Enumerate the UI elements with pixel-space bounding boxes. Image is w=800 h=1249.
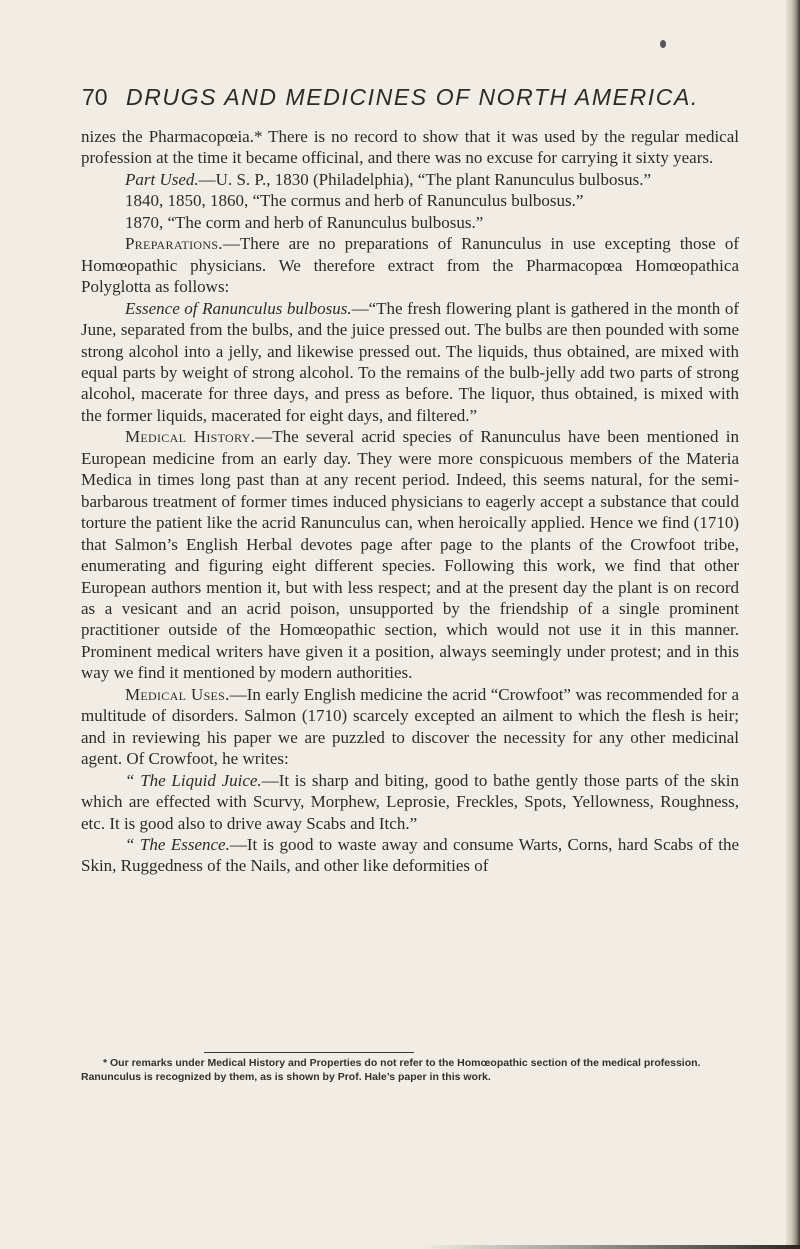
ink-speck (660, 40, 666, 48)
section-heading: “ The Essence. (125, 834, 230, 854)
section-heading: Medical Uses. (125, 684, 230, 704)
section-heading: Part Used. (125, 169, 199, 189)
section-heading: Medical History. (125, 427, 256, 447)
section-heading: Essence of Ranunculus bulbosus. (125, 298, 352, 318)
footnote: * Our remarks under Medical History and Properties do not refer to the Homœopathic section of the medical profession. Ranunculus is recognized by them, as is shown by Prof. Hale’s paper in this work. (81, 1057, 701, 1083)
paragraph-liquid-juice: “ The Liquid Juice.—It is sharp and biting, good to bathe gently those parts of the skin which are effected with Scurvy, Morphew, Leprosie, Freckles, Spots, Yellowness, Roughness, etc. It is good also to drive away Scabs and Itch.” (81, 770, 739, 833)
paragraph-preparations: Preparations.—There are no preparations of Ranunculus in use excepting those of Homœopathic physicians. We therefore extract from the Pharmacopœa Homœopathica Polyglotta as follows: (81, 234, 739, 297)
paragraph-medical-uses: Medical Uses.—In early English medicine the acrid “Crowfoot” was recommended for a multitude of disorders. Salmon (1710) scarcely excepted an ailment to which the flesh is heir; and in reviewing his paper we are puzzled to discover the necessity for any other medicinal agent. Of Crowfoot, he writes: (81, 684, 739, 769)
page-edge-shadow (786, 0, 800, 1249)
section-heading: “ The Liquid Juice. (125, 770, 262, 790)
paragraph-medical-history: Medical History.—The several acrid species of Ranunculus have been mentioned in European medicine from an early day. They were more conspicuous members of the Materia Medica in times long past than at any recent period. Indeed, this seems natural, for the semi-barbarous treatment of former times induced physicians to eagerly accept a substance that could torture the patient like the acrid Ranunculus can, when heroically applied. Hence we find (1710) that Salmon’s English Herbal devotes page after page to the plants of the Crowfoot tribe, enumerating and figuring eight different species. Following this work, we find that other European authors mention it, but with less respect; and at the present day the plant is on record as a vesicant and an acrid poison, unsupported by the friendship of a single prominent practitioner outside of the Homœopathic section, which would not use it in this manner. Prominent medical writers have given it a position, always seemingly under protest; and in this way we find it mentioned by modern authorities. (81, 427, 739, 683)
section-heading: Preparations. (125, 234, 223, 254)
paragraph-part-used: Part Used.—U. S. P., 1830 (Philadelphia), “The plant Ranunculus bulbosus.” (125, 169, 652, 189)
paragraph-1870: 1870, “The corm and herb of Ranunculus bulbosus.” (125, 212, 484, 232)
page-bottom-shadow (420, 1245, 800, 1249)
paragraph-1840: 1840, 1850, 1860, “The cormus and herb of Ranunculus bulbosus.” (125, 191, 584, 211)
page-header (82, 84, 722, 114)
running-title: DRUGS AND MEDICINES OF NORTH AMERICA. (126, 84, 699, 110)
paragraph-essence: Essence of Ranunculus bulbosus.—“The fresh flowering plant is gathered in the month of June, separated from the bulbs, and the juice pressed out. The bulbs are then pounded with some strong alcohol into a jelly, and likewise pressed out. The liquids, thus obtained, are mixed with equal parts by weight of strong alcohol. To the remains of the bulb-jelly add two parts of strong alcohol, macerate for three days, and press as before. The liquor, thus obtained, is mixed with the former liquids, macerated for eight days, and filtered.” (81, 298, 740, 425)
paragraph-continuation: nizes the Pharmacopœia.* There is no record to show that it was used by the regular medical profession at the time it became officinal, and there was no excuse for carrying it sixty years. (81, 127, 739, 168)
body-text (81, 126, 739, 877)
paragraph-essence-quote: “ The Essence.—It is good to waste away and consume Warts, Corns, hard Scabs of the Skin, Ruggedness of the Nails, and other like deformities of (81, 834, 739, 876)
page-number: 70 (82, 84, 108, 110)
footnote-divider (204, 1052, 414, 1053)
